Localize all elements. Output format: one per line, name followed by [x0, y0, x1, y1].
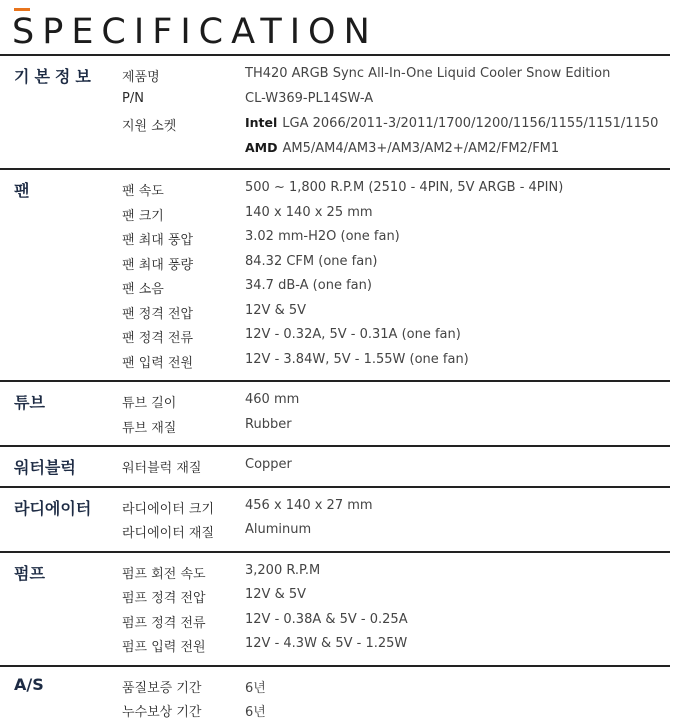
spec-value [245, 180, 563, 195]
spec-section [0, 445, 670, 486]
spec-row [0, 453, 670, 478]
spec-label: 라디에이터 크기 [122, 501, 215, 517]
spec-value [245, 205, 373, 220]
spec-row [0, 518, 670, 543]
spec-value [245, 498, 373, 513]
spec-value-text: 6년 [245, 705, 266, 720]
spec-row [0, 87, 670, 112]
spec-label: 펌프 정격 전압 [122, 591, 206, 606]
spec-value-text: CL-W369-PL14SW-A [245, 90, 374, 106]
spec-row [0, 673, 670, 698]
spec-value [245, 278, 372, 293]
spec-value-text: 3,200 R.P.M [245, 562, 321, 578]
spec-section [0, 168, 670, 380]
spec-row [0, 176, 670, 201]
spec-label: 누수보상 기간 [122, 705, 202, 720]
page-title: SPECIFICATION [12, 12, 378, 52]
spec-value [245, 392, 299, 407]
spec-label: 팬 최대 풍량 [122, 257, 194, 273]
section-category: 팬 [14, 181, 30, 200]
spec-section [0, 380, 670, 445]
spec-value [245, 352, 469, 367]
spec-value-text: Rubber [245, 416, 292, 432]
spec-row [0, 608, 670, 633]
spec-row [0, 111, 670, 136]
spec-section [0, 486, 670, 551]
spec-value [245, 522, 311, 537]
spec-label: 제품명 [122, 70, 160, 85]
spec-label: 튜브 길이 [122, 396, 177, 411]
section-category: 라디에이터 [14, 498, 92, 518]
section-category: 펌프 [14, 563, 45, 583]
spec-value [245, 115, 658, 131]
spec-label: 팬 속도 [122, 184, 164, 199]
spec-value [245, 636, 407, 651]
spec-row [0, 201, 670, 226]
spec-label: 팬 정격 전압 [122, 306, 194, 322]
socket-brand: Intel [245, 115, 278, 130]
spec-value-text: 12V - 0.32A, 5V - 0.31A (one fan) [245, 327, 461, 342]
spec-row [0, 62, 670, 87]
spec-label: 팬 최대 풍압 [122, 233, 194, 248]
spec-label: P/N [122, 90, 144, 106]
spec-value [245, 587, 306, 602]
spec-section [0, 54, 670, 168]
spec-value-text: 6년 [245, 680, 266, 696]
spec-value [245, 229, 400, 244]
spec-value-text: 460 mm [245, 392, 300, 407]
section-category: 워터블럭 [14, 458, 76, 477]
spec-row [0, 136, 670, 161]
spec-value [245, 677, 266, 696]
section-category: 튜브 [14, 393, 45, 412]
spec-label: 팬 정격 전류 [122, 331, 194, 346]
spec-row [0, 583, 670, 608]
section-category: 기본정보 [14, 67, 96, 86]
spec-value-text: 456 x 140 x 27 mm [245, 497, 373, 513]
spec-value-text: 84.32 CFM (one fan) [245, 253, 378, 269]
spec-label: 펌프 입력 전원 [122, 640, 206, 655]
spec-value-text: AM5/AM4/AM3+/AM3/AM2+/AM2/FM2/FM1 [282, 140, 560, 156]
spec-row [0, 494, 670, 519]
socket-brand: AMD [245, 139, 278, 155]
spec-row [0, 388, 670, 413]
spec-value [245, 140, 559, 156]
spec-value-text: 12V - 4.3W & 5V - 1.25W [245, 636, 408, 651]
spec-row [0, 348, 670, 373]
spec-label: 펌프 정격 전류 [122, 615, 206, 631]
spec-value-text: 12V - 3.84W, 5V - 1.55W (one fan) [245, 351, 469, 367]
spec-row [0, 323, 670, 348]
spec-label: 팬 입력 전원 [122, 355, 194, 371]
spec-value-text: TH420 ARGB Sync All-In-One Liquid Cooler Snow Edition [245, 66, 611, 81]
spec-value-text: LGA 2066/2011-3/2011/1700/1200/1156/1155/1151/1150 [282, 116, 659, 131]
spec-value-text: 140 x 140 x 25 mm [245, 204, 373, 220]
spec-value-text: 12V - 0.38A & 5V - 0.25A [245, 611, 408, 627]
spec-label: 워터블럭 재질 [122, 461, 202, 476]
spec-row [0, 697, 670, 722]
spec-row [0, 299, 670, 324]
spec-value-text: 3.02 mm-H2O (one fan) [245, 229, 400, 244]
spec-label: 펌프 회전 속도 [122, 566, 206, 582]
spec-value-text: 34.7 dB-A (one fan) [245, 278, 372, 293]
spec-value-text: 12V & 5V [245, 587, 307, 602]
spec-row [0, 274, 670, 299]
spec-label: 라디에이터 재질 [122, 526, 215, 541]
spec-label: 품질보증 기간 [122, 680, 202, 696]
spec-value-text: 500 ~ 1,800 R.P.M (2510 - 4PIN, 5V ARGB - 4PIN) [245, 180, 564, 195]
spec-value [245, 701, 266, 720]
spec-value [245, 303, 306, 318]
spec-value-text: 12V & 5V [245, 302, 307, 318]
spec-label: 팬 소음 [122, 282, 164, 297]
spec-label: 지원 소켓 [122, 119, 177, 134]
spec-section [0, 665, 670, 726]
spec-value-text: Copper [245, 457, 292, 472]
spec-value [245, 254, 378, 269]
spec-label: 팬 크기 [122, 208, 164, 224]
spec-row [0, 413, 670, 438]
spec-value [245, 66, 610, 81]
spec-value [245, 417, 292, 432]
spec-value [245, 612, 408, 627]
spec-row [0, 559, 670, 584]
spec-value [245, 457, 292, 472]
spec-value [245, 563, 320, 578]
spec-label: 튜브 재질 [122, 420, 177, 436]
spec-table [0, 54, 670, 726]
spec-value [245, 327, 461, 342]
spec-row [0, 632, 670, 657]
spec-row [0, 225, 670, 250]
spec-value [245, 91, 373, 106]
spec-row [0, 250, 670, 275]
spec-section [0, 551, 670, 665]
spec-value-text: Aluminum [245, 522, 312, 537]
section-category: A/S [14, 674, 44, 694]
